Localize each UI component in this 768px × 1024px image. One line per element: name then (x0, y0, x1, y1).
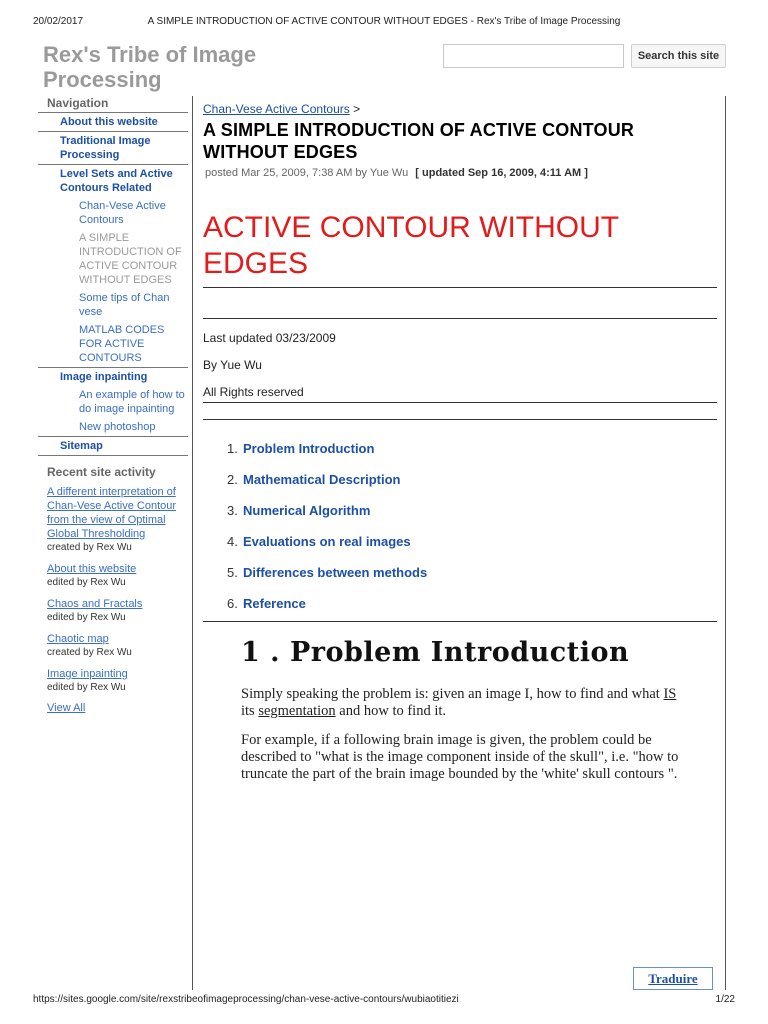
article-heading: ACTIVE CONTOUR WITHOUT EDGES (203, 211, 619, 280)
breadcrumb-separator: > (353, 102, 361, 116)
paragraph: For example, if a following brain image is given, the problem could be described to "what is the image component inside of the skull", i.e. "how to truncate the part of the brain image bounded by the 'white' skull contours ". (241, 732, 679, 782)
main-content (203, 102, 717, 783)
activity-link[interactable]: Chaos and Fractals (47, 598, 143, 610)
page-number: 1/22 (715, 994, 735, 1005)
activity-entry (47, 485, 188, 554)
underlined-word: segmentation (258, 703, 336, 719)
activity-entry (47, 632, 188, 659)
sidebar-divider (192, 96, 193, 990)
toc-link-evaluations[interactable]: Evaluations on real images (243, 534, 411, 549)
activity-link[interactable]: A different interpretation of Chan-Vese Active Contour from the view of Optimal Global Thresholding (47, 486, 177, 540)
sidebar-item-matlab-codes[interactable]: MATLAB CODES FOR ACTIVE CONTOURS (38, 321, 188, 368)
toc-item (227, 534, 717, 565)
paragraph-text: its (241, 703, 259, 719)
site-title[interactable]: Rex's Tribe of Image Processing (43, 42, 257, 92)
divider (203, 402, 717, 403)
activity-entry (47, 667, 188, 694)
print-header (33, 16, 735, 30)
last-updated-text: Last updated 03/23/2009 (203, 331, 336, 345)
activity-meta: edited by Rex Wu (47, 682, 126, 693)
activity-link[interactable]: Image inpainting (47, 668, 128, 680)
divider (203, 621, 717, 622)
toc-item (227, 565, 717, 596)
navigation-list (38, 112, 188, 456)
content-right-border (725, 96, 726, 990)
paragraph-text: and how to find it. (335, 703, 447, 719)
toc-item (227, 441, 717, 472)
toc-item (227, 503, 717, 534)
divider (203, 318, 717, 319)
toc-item (227, 596, 717, 627)
sidebar-item-tips-chan-vese[interactable]: Some tips of Chan vese (79, 292, 170, 318)
toc-link-reference[interactable]: Reference (243, 596, 306, 611)
print-footer (33, 994, 735, 1008)
updated-info: [ updated Sep 16, 2009, 4:11 AM ] (415, 167, 588, 179)
navigation-heading: Navigation (47, 96, 109, 110)
print-date: 20/02/2017 (33, 16, 84, 27)
activity-entry (47, 562, 188, 589)
divider (203, 419, 717, 420)
activity-meta: created by Rex Wu (47, 647, 132, 658)
page-url: https://sites.google.com/site/rexstribeofimageprocessing/chan-vese-active-contours/wubiaotitiezi (33, 994, 459, 1005)
page-title: A SIMPLE INTRODUCTION OF ACTIVE CONTOUR WITHOUT EDGES (203, 120, 635, 162)
paragraph-text: Simply speaking the problem is: given an image I, how to find and what (241, 686, 664, 702)
recent-activity (38, 465, 188, 714)
toc-link-numerical-algorithm[interactable]: Numerical Algorithm (243, 503, 371, 518)
underlined-word: IS (663, 686, 677, 702)
activity-link[interactable]: About this website (47, 563, 137, 575)
toc-number: 4. (227, 534, 238, 549)
author-text: By Yue Wu (203, 358, 262, 372)
sidebar-item-current-page[interactable]: A SIMPLE INTRODUCTION OF ACTIVE CONTOUR WITHOUT EDGES (79, 232, 182, 286)
recent-activity-heading: Recent site activity (47, 465, 156, 479)
search-input[interactable] (443, 44, 624, 68)
breadcrumb-link[interactable]: Chan-Vese Active Contours (203, 102, 350, 116)
breadcrumb (203, 102, 717, 116)
toc-link-differences[interactable]: Differences between methods (243, 565, 428, 580)
search-button[interactable]: Search this site (631, 44, 726, 68)
toc-number: 3. (227, 503, 238, 518)
activity-meta: edited by Rex Wu (47, 577, 126, 588)
toc-number: 2. (227, 472, 238, 487)
print-page-title: A SIMPLE INTRODUCTION OF ACTIVE CONTOUR WITHOUT EDGES - Rex's Tribe of Image Processing (147, 16, 621, 27)
toc-number: 6. (227, 596, 238, 611)
sidebar (38, 96, 188, 714)
divider (203, 287, 717, 288)
sidebar-item-about[interactable]: About this website (38, 113, 188, 132)
activity-meta: edited by Rex Wu (47, 612, 126, 623)
activity-meta: created by Rex Wu (47, 542, 132, 553)
sidebar-item-chan-vese[interactable]: Chan-Vese Active Contours (79, 200, 166, 226)
translate-button[interactable]: Traduire (633, 967, 713, 990)
paragraph (203, 686, 683, 720)
sidebar-item-new-photoshop[interactable]: New photoshop (38, 418, 188, 437)
sidebar-item-image-inpainting[interactable]: Image inpainting (60, 371, 148, 383)
view-all-link[interactable]: View All (47, 702, 86, 714)
sidebar-item-traditional-image-processing[interactable]: Traditional Image Processing (38, 132, 188, 165)
posted-info: posted Mar 25, 2009, 7:38 AM by Yue Wu (205, 167, 409, 179)
table-of-contents (203, 441, 717, 627)
post-meta (203, 167, 717, 179)
rights-text: All Rights reserved (203, 385, 304, 399)
toc-number: 1. (227, 441, 238, 456)
activity-link[interactable]: Chaotic map (47, 633, 109, 645)
toc-item (227, 472, 717, 503)
sidebar-item-inpainting-example[interactable]: An example of how to do image inpainting (79, 389, 185, 415)
toc-link-problem-introduction[interactable]: Problem Introduction (243, 441, 375, 456)
sidebar-item-level-sets[interactable]: Level Sets and Active Contours Related (60, 168, 173, 194)
activity-entry (47, 597, 188, 624)
sidebar-item-sitemap[interactable]: Sitemap (38, 437, 188, 456)
section-heading: 1 . Problem Introduction (241, 637, 630, 668)
toc-link-mathematical-description[interactable]: Mathematical Description (243, 472, 401, 487)
toc-number: 5. (227, 565, 238, 580)
